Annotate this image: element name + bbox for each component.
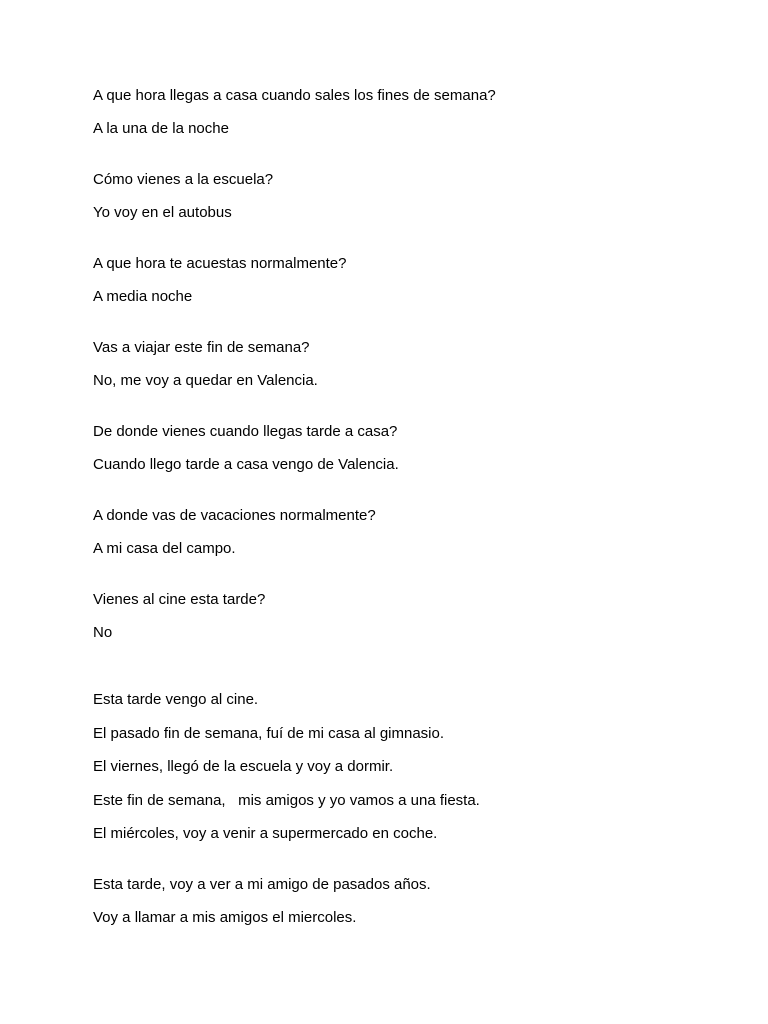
answer-5: Cuando llego tarde a casa vengo de Valencia. [93, 456, 399, 473]
question-4: Vas a viajar este fin de semana? [93, 339, 310, 356]
question-1: A que hora llegas a casa cuando sales los fines de semana? [93, 87, 496, 104]
sentence-6: Esta tarde, voy a ver a mi amigo de pasados años. [93, 876, 431, 893]
sentence-4: Este fin de semana, mis amigos y yo vamos a una fiesta. [93, 792, 480, 809]
question-5: De donde vienes cuando llegas tarde a casa? [93, 423, 398, 440]
sentence-2: El pasado fin de semana, fuí de mi casa al gimnasio. [93, 725, 445, 742]
question-3: A que hora te acuestas normalmente? [93, 255, 347, 272]
answer-2: Yo voy en el autobus [93, 204, 232, 221]
answer-1: A la una de la noche [93, 120, 229, 137]
answer-6: A mi casa del campo. [93, 540, 236, 557]
question-6: A donde vas de vacaciones normalmente? [93, 507, 376, 524]
answer-7: No [93, 624, 113, 641]
answer-3: A media noche [93, 288, 193, 305]
answer-4: No, me voy a quedar en Valencia. [93, 372, 318, 389]
question-7: Vienes al cine esta tarde? [93, 591, 266, 608]
sentence-3: El viernes, llegó de la escuela y voy a dormir. [93, 758, 394, 775]
sentence-7: Voy a llamar a mis amigos el miercoles. [93, 909, 357, 926]
sentence-5: El miércoles, voy a venir a supermercado en coche. [93, 825, 438, 842]
question-2: Cómo vienes a la escuela? [93, 171, 274, 188]
sentence-1: Esta tarde vengo al cine. [93, 691, 259, 708]
